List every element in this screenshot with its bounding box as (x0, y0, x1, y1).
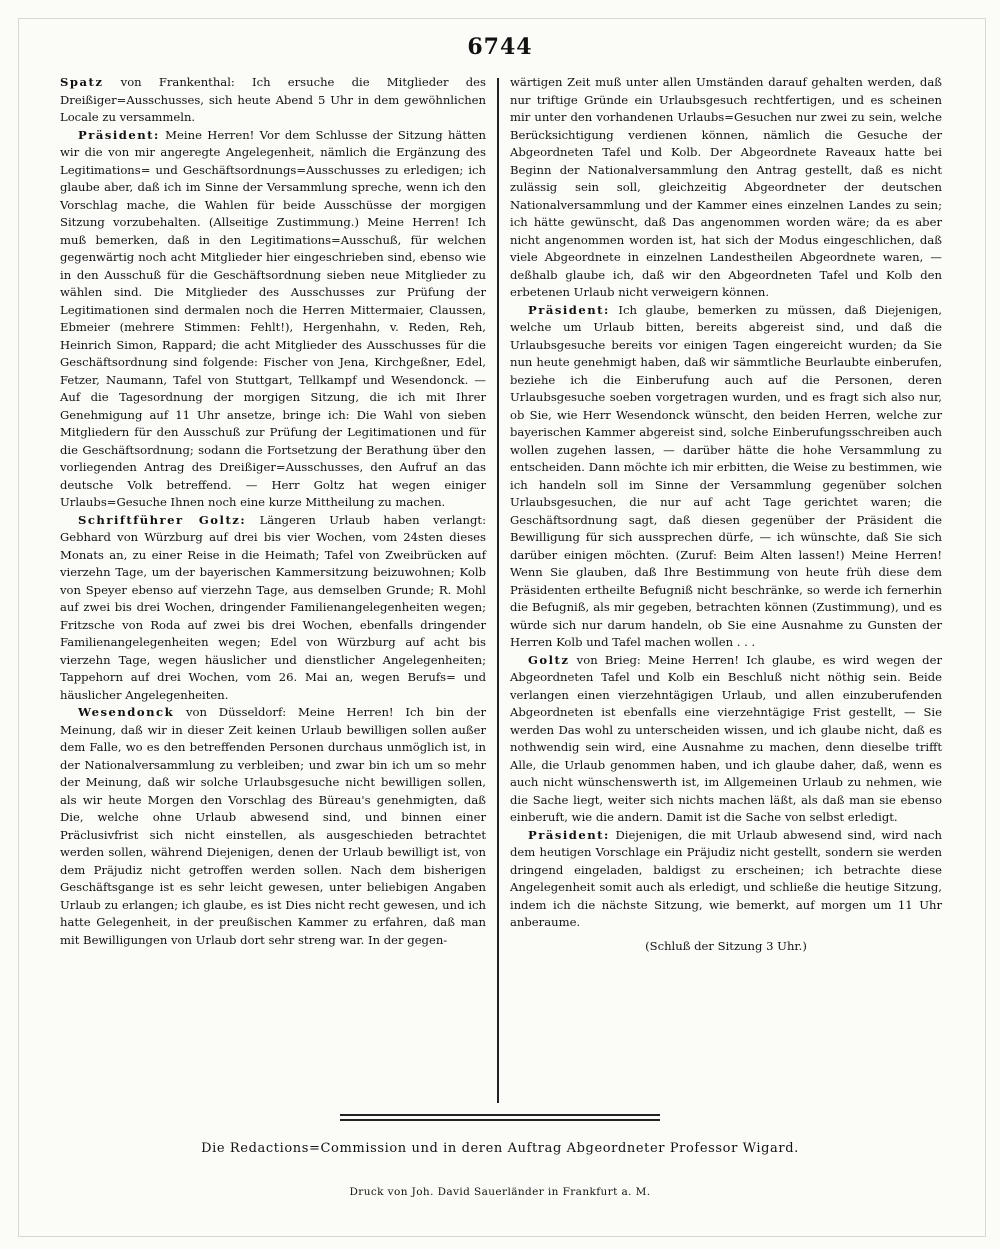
right-column (510, 74, 942, 955)
paragraph-text: von Brieg: Meine Herren! Ich glaube, es wird wegen der Abgeordneten Tafel und Kolb ein Beschluß nicht nöthig sein. Beide verlangen einen vierzehntägigen Urlaub, und allen einzuberufenden Abgeordneten ist ebenfalls eine vierzehntägige Frist gestellt, — Sie werden Das wohl zu unterscheiden wissen, und ich glaube nicht, daß es nothwendig sein wird, eine Ausnahme zu machen, denn dieselbe trifft Alle, die Urlaub genommen haben, und ich glaube daher, daß, wenn es auch nicht wünschenswerth ist, im Allgemeinen Urlaub zu nehmen, wie die Sache liegt, weiter sich nichts machen läßt, als daß man sie ebenso einberuft, wie die andern. Damit ist die Sache von selbst erledigt. (510, 652, 942, 824)
speaker-name: Spatz (60, 75, 104, 89)
paragraph (60, 512, 486, 705)
speaker-name: Präsident: (528, 827, 610, 842)
speaker-name: Wesendonck (78, 705, 175, 719)
paragraph (60, 74, 486, 127)
footer-rule-bottom (340, 1119, 660, 1121)
paragraph-text: von Düsseldorf: Meine Herren! Ich bin der Meinung, daß wir in dieser Zeit keinen Urlaub bewilligen sollen außer dem Falle, wo es den betreffenden Personen durchaus unmöglich ist, in der Nationalversammlung zu verbleiben; und zwar bin ich um so mehr der Meinung, daß wir solche Urlaubsgesuche nicht bewilligen sollen, als wir heute Morgen den Vorschlag des Büreau's genehmigten, daß Die, welche ohne Urlaub abwesend sind, und binnen einer Präclusivfrist sich nicht einstellen, als ausgeschieden betrachtet werden sollen, während Diejenigen, denen der Urlaub bewilligt ist, von dem Präjudiz nicht getroffen werden sollen. Nach dem bisherigen Geschäftsgange ist es sehr leicht gewesen, unter beliebigen Angaben Urlaub zu erlangen; ich glaube, es ist Dies nicht recht gewesen, und ich hatte Gelegenheit, in der preußischen Kammer zu erfahren, daß man mit Bewilligungen von Urlaub dort sehr streng war. In der gegen- (60, 705, 486, 947)
paragraph-text: Meine Herren! Vor dem Schlusse der Sitzung hätten wir die von mir angeregte Angelegenheit, nämlich die Ergänzung des Legitimations= und Geschäftsordnungs=Ausschusses zu erledigen; ich glaube aber, daß ich im Sinne der Versammlung spreche, wenn ich den Vorschlag mache, die Wahlen für beide Ausschüsse der morgigen Sitzung vorzubehalten. (Allseitige Zustimmung.) Meine Herren! Ich muß bemerken, daß in den Legitimations=Ausschuß, für welchen gegenwärtig noch acht Mitglieder hier eingeschrieben sind, ebenso wie in den Ausschuß für die Geschäftsordnung sieben neue Mitglieder zu wählen sind. Die Mitglieder des Ausschusses zur Prüfung der Legitimationen sind dermalen noch die Herren Mittermaier, Claussen, Ebmeier (mehrere Stimmen: Fehlt!), Hergenhahn, v. Reden, Reh, Heinrich Simon, Rappard; die acht Mitglieder des Ausschusses für die Geschäftsordnung sind folgende: Fischer von Jena, Kirchgeßner, Edel, Fetzer, Naumann, Tafel von Stuttgart, Tellkampf und Wesendonck. — Auf die Tagesordnung der morgigen Sitzung, die ich mit Ihrer Genehmigung auf 11 Uhr ansetze, bringe ich: Die Wahl von sieben Mitgliedern für den Ausschuß zur Prüfung der Legitimationen und für die Geschäftsordnung; sodann die Fortsetzung der Berathung über den vorliegenden Antrag des Dreißiger=Ausschusses, den Aufruf an das deutsche Volk betreffend. — Herr Goltz hat wegen einiger Urlaubs=Gesuche Ihnen noch eine kurze Mittheilung zu machen. (60, 127, 486, 509)
column-divider (497, 78, 499, 1103)
paragraph-text: wärtigen Zeit muß unter allen Umständen darauf gehalten werden, daß nur triftige Gründe ein Urlaubsgesuch rechtfertigen, und es scheinen mir unter den vorhandenen Urlaubs=Gesuchen nur zwei zu sein, welche Berücksichtigung verdienen können, nämlich die Gesuche der Abgeordneten Tafel und Kolb. Der Abgeordnete Raveaux hatte bei Beginn der Nationalversammlung den Antrag gestellt, daß es nicht zulässig sein soll, gleichzeitig Abgeordneter der deutschen Nationalversammlung und der Kammer eines einzelnen Landes zu sein; ich hätte gewünscht, daß Das angenommen worden wäre; da es aber nicht angenommen worden ist, hat sich der Modus eingeschlichen, daß viele Abgeordnete in einzelnen Landestheilen Abgeordnete waren, — deßhalb glaube ich, daß wir den Abgeordneten Tafel und Kolb den erbetenen Urlaub nicht verweigern können. (510, 75, 942, 299)
paragraph-text: Längeren Urlaub haben verlangt: Gebhard von Würzburg auf drei bis vier Wochen, vom 24sten dieses Monats an, zu einer Reise in die Heimath; Tafel von Zweibrücken auf vierzehn Tage, um der bayerischen Kammersitzung beizuwohnen; Kolb von Speyer ebenso auf vierzehn Tage, aus demselben Grunde; R. Mohl auf zwei bis drei Wochen, dringender Familienangelegenheiten wegen; Fritzsche von Roda auf zwei bis drei Wochen, ebenfalls dringender Familienangelegenheiten wegen; Edel von Würzburg auf acht bis vierzehn Tage, wegen häuslicher und dienstlicher Angelegenheiten; Tappehorn auf drei Wochen, vom 26. Mai an, wegen Berufs= und häuslicher Angelegenheiten. (60, 512, 486, 702)
paragraph (510, 74, 942, 302)
speaker-name: Schriftführer Goltz: (78, 512, 247, 527)
paragraph (510, 827, 942, 932)
paragraph (60, 704, 486, 949)
speaker-name: Präsident: (528, 302, 610, 317)
paragraph (60, 127, 486, 512)
paragraph-text: Diejenigen, die mit Urlaub abwesend sind, wird nach dem heutigen Vorschlage ein Präjudiz nicht gestellt, sondern sie werden dringend eingeladen, baldigst zu erscheinen; ich betrachte diese Angelegenheit somit auch als erledigt, und schließe die heutige Sitzung, indem ich die nächste Sitzung, wie bemerkt, auf morgen um 11 Uhr anberaume. (510, 827, 942, 929)
left-column (60, 74, 486, 949)
page-number: 6744 (467, 34, 533, 60)
paragraph-text: von Frankenthal: Ich ersuche die Mitglieder des Dreißiger=Ausschusses, sich heute Abend 5 Uhr in dem gewöhnlichen Locale zu versammeln. (60, 75, 486, 124)
speaker-name: Goltz (528, 652, 570, 667)
printer-imprint: Druck von Joh. David Sauerländer in Frankfurt a. M. (349, 1186, 651, 1198)
paragraph (510, 652, 942, 827)
paragraph-text: Ich glaube, bemerken zu müssen, daß Diejenigen, welche um Urlaub bitten, bereits abgereist sind, und daß die Urlaubsgesuche bereits vor einigen Tagen eingereicht wurden; da Sie nun heute genehmigt haben, daß wir sämmtliche Beurlaubte einberufen, beziehe ich die Einberufung auch auf die Personen, deren Urlaubsgesuche soeben vorgetragen wurden, und es fragt sich also nur, ob Sie, wie Herr Wesendonck wünscht, den beiden Herren, welche zur bayerischen Kammer abgereist sind, solche Einberufungsschreiben auch wollen zugehen lassen, — darüber hätte die hohe Versammlung zu entscheiden. Dann möchte ich mir erbitten, die Weise zu bestimmen, wie ich handeln soll im Sinne der Versammlung gegenüber solchen Urlaubsgesuchen, die nur auf acht Tage gerichtet waren; die Geschäftsordnung sagt, daß diesen gegenüber der Präsident die Bewilligung für sich aussprechen dürfe, — ich wünschte, daß Sie sich darüber einigen möchten. (Zuruf: Beim Alten lassen!) Meine Herren! Wenn Sie glauben, daß Ihre Bestimmung von heute früh diese dem Präsidenten ertheilte Befugniß nicht beschränke, so werde ich fernerhin die Befugniß, als mir gegeben, betrachten können (Zustimmung), und es würde sich nur darum handeln, ob Sie eine Ausnahme zu Gunsten der Herren Kolb und Tafel machen wollen . . . (510, 302, 942, 649)
paragraph (510, 302, 942, 652)
speaker-name: Präsident: (78, 127, 160, 142)
editorial-commission-note: Die Redactions=Commission und in deren Auftrag Abgeordneter Professor Wigard. (201, 1141, 799, 1156)
session-close-note: (Schluß der Sitzung 3 Uhr.) (645, 938, 807, 953)
footer-rule-top (340, 1114, 660, 1116)
